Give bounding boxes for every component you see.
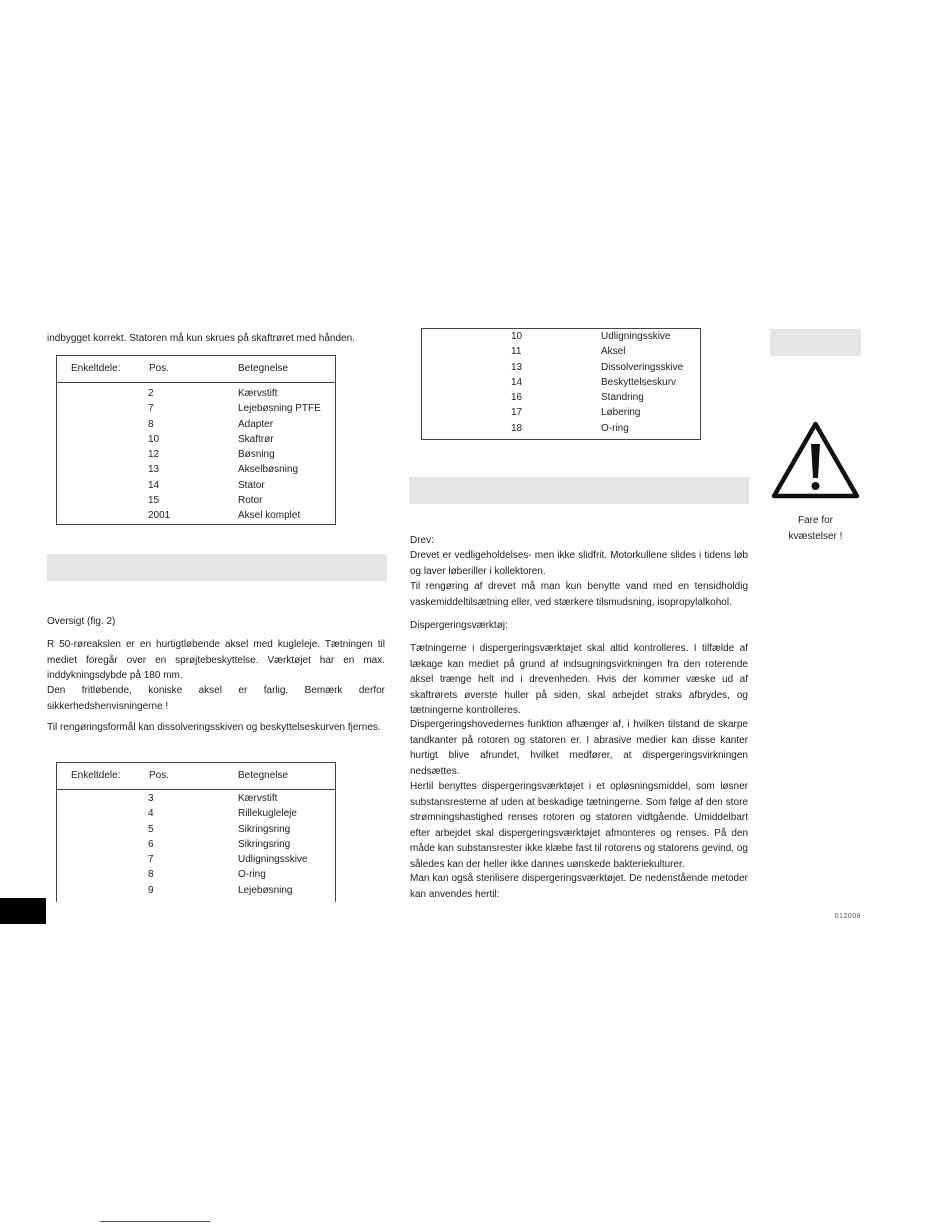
warning-triangle-icon	[770, 420, 861, 500]
table-row: 2001 Aksel komplet	[148, 510, 301, 522]
header-parts: Enkeltdele:	[71, 770, 121, 781]
margin-heading-band	[770, 329, 861, 356]
table-row: 15 Rotor	[148, 495, 263, 507]
drev-label: Drev:	[410, 535, 434, 546]
table-row: 8 Adapter	[148, 418, 274, 430]
table-row: 13 Dissolveringsskive	[511, 361, 684, 373]
disp-paragraph-2: Dispergeringshovedernes funktion afhænger af, i hvilken tilstand de skarpe tandkanter på rotoren og statoren er. I abrasive medier kan disse kanter hurtigt blive afrundet, hvilket medfører, at dispergeringsvirkningen nedsættes.	[410, 719, 748, 777]
overview-label: Oversigt (fig. 2)	[47, 616, 116, 627]
parts-table-1	[56, 355, 336, 525]
table-row: 10 Udligningsskive	[511, 331, 671, 342]
table-row: 6 Sikringsring	[148, 838, 291, 850]
table-row: 12 Bøsning	[148, 449, 275, 461]
disp-paragraph-1: Tætningerne i dispergeringsværktøjet skal altid kontrolleres. I tilfælde af lækage kan mediet på grund af indsugningsvirkningen fra den roterende aksel trænge helt ind i drevenheden. Hvis der kommer væske ud af skaftrørets øverste huller på siden, skal arbejdet straks afbrydes, og tætningerne kontrolleres.	[410, 643, 748, 716]
page-code: 012008	[834, 913, 861, 920]
table-header	[57, 356, 335, 383]
page-tab-marker	[0, 898, 46, 924]
table-row: 7 Lejebøsning PTFE	[148, 403, 321, 415]
warning-caption-line-2: kvæstelser !	[788, 530, 843, 542]
header-pos: Pos.	[149, 770, 170, 781]
table-row: 2 Kærvstift	[148, 388, 278, 399]
description-paragraph: R 50-røreakslen er en hurtigtløbende aksel med kugleleje. Tætningen til mediet foregår over en sprøjtebeskyttelse. Værktøjet har en max. inddykningsdybde på 180 mm.	[47, 639, 385, 681]
table-row: 4 Rillekugleleje	[148, 808, 297, 820]
table-row: 11 Aksel	[511, 346, 626, 358]
parts-table-2	[56, 762, 336, 902]
intro-text: indbygget korrekt. Statoren må kun skrues på skaftrøret med hånden.	[47, 333, 355, 344]
disp-paragraph-3: Hertil benyttes dispergeringsværktøjet i et opløsningsmiddel, som løsner substansresterne af uden at beskadige tætningerne. Som følge af den store strømningshastighed renses rotoren og statoren vidtgående. Umiddelbart efter arbejdet skal dispergeringsværktøjet afmonteres og renses. På den måde kan substansrester ikke klæbe fast til rotorens og statorens gevind, og således kan der heller ikke dannes uønskede bakteriekulturer.	[410, 781, 748, 870]
warning-caption	[770, 513, 861, 544]
footer-link-rule	[100, 1221, 210, 1222]
table-row: 13 Akselbøsning	[148, 464, 299, 476]
table-row: 17 Løbering	[511, 407, 641, 419]
table-header	[57, 763, 335, 790]
table-row: 5 Sikringsring	[148, 823, 291, 835]
header-name: Betegnelse	[238, 363, 289, 374]
table-row: 9 Lejebøsning	[148, 884, 293, 896]
safety-note: Den fritløbende, koniske aksel er farlig. Bemærk derfor sikkerhedshenvisningerne !	[47, 685, 385, 712]
cleaning-note: Til rengøringsformål kan dissolveringsskiven og beskyttelseskurven fjernes.	[47, 722, 381, 733]
drev-paragraph-1: Drevet er vedligeholdelses- men ikke slidfrit. Motorkullene slides i tidens løb og laver løberiller i kollektoren.	[410, 550, 748, 577]
section-heading-band	[47, 554, 387, 581]
section-heading-band	[409, 477, 749, 504]
parts-table-3	[421, 328, 701, 440]
disp-paragraph-4: Man kan også sterilisere dispergeringsværktøjet. De nedenstående metoder kan anvendes hertil:	[410, 873, 748, 900]
header-pos: Pos.	[149, 363, 170, 374]
table-row: 10 Skaftrør	[148, 433, 274, 445]
table-row: 14 Beskyttelseskurv	[511, 376, 677, 388]
table-row: 14 Stator	[148, 479, 265, 491]
header-parts: Enkeltdele:	[71, 363, 121, 374]
table-row: 8 O-ring	[148, 869, 266, 881]
warning-caption-line-1: Fare for	[797, 515, 833, 526]
table-row: 7 Udligningsskive	[148, 854, 308, 866]
table-row: 16 Standring	[511, 392, 644, 404]
disp-label: Dispergeringsværktøj:	[410, 620, 508, 631]
table-row: 3 Kærvstift	[148, 793, 278, 804]
drev-paragraph-2: Til rengøring af drevet må man kun benytte vand med en tensidholdig vaskemiddeltilsætning eller, ved stærkere tilsmudsning, isopropylalkohol.	[410, 581, 748, 608]
table-row: 18 O-ring	[511, 422, 629, 434]
header-name: Betegnelse	[238, 770, 289, 781]
